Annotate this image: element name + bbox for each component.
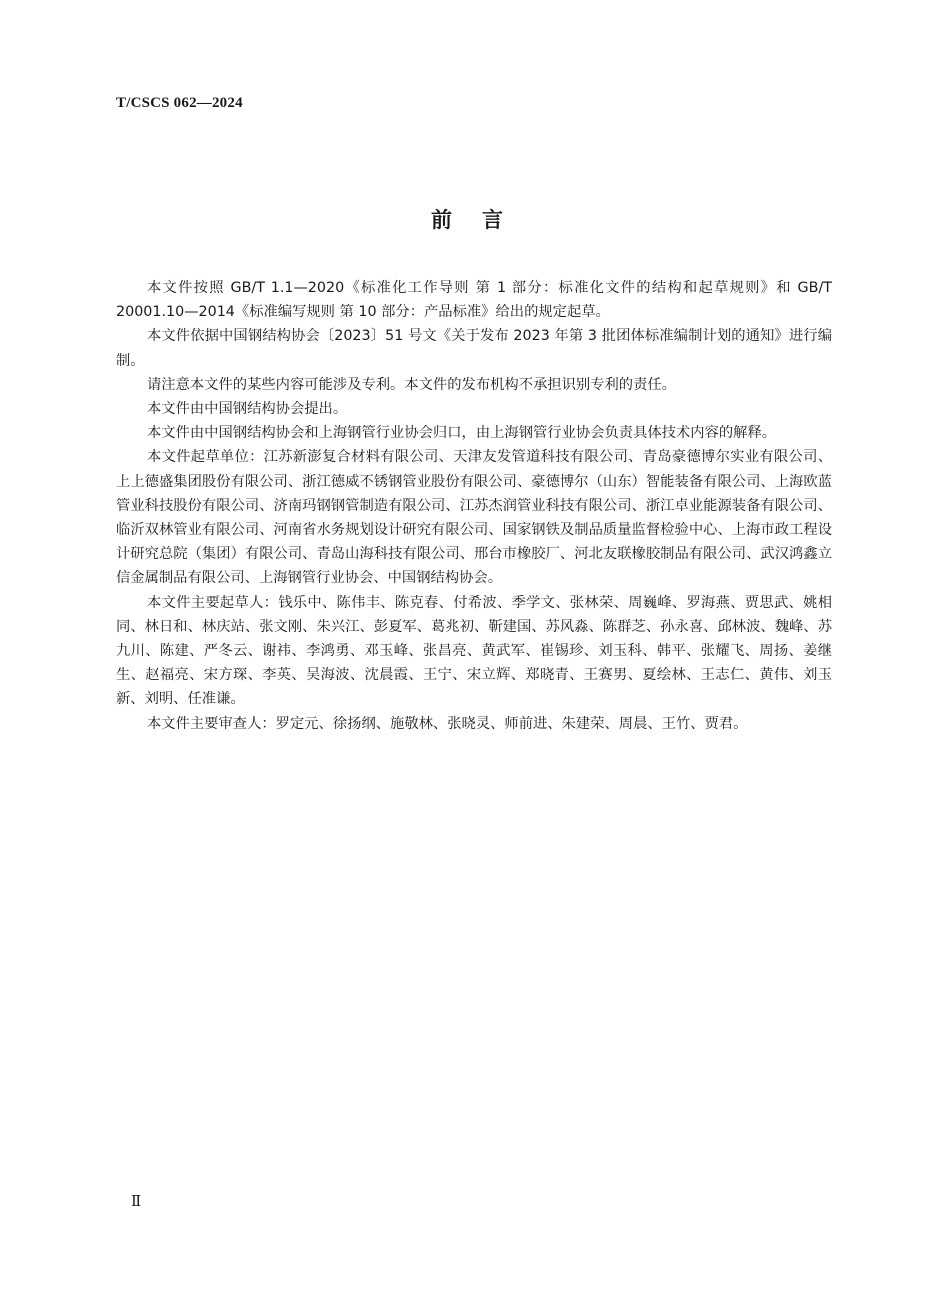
paragraph-reviewers: 本文件主要审查人：罗定元、徐扬纲、施敬林、张晓灵、师前进、朱建荣、周晨、王竹、贾君。 [147,715,748,732]
paragraph-drafting-rules: 本文件按照 GB/T 1.1—2020《标准化工作导则 第 1 部分：标准化文件的结构和起草规则》和 GB/T 20001.10—2014《标准编写规则 第 10 部分：产品标准》给出的规定起草。 [116,280,832,321]
page-title: 前言 [431,208,533,232]
standard-number: T/CSCS 062—2024 [116,95,243,111]
paragraph-patent-notice: 请注意本文件的某些内容可能涉及专利。本文件的发布机构不承担识别专利的责任。 [147,376,676,393]
paragraph-responsible: 本文件由中国钢结构协会和上海钢管行业协会归口，由上海钢管行业协会负责具体技术内容的解释。 [147,425,777,442]
foreword-body [116,276,832,736]
page-number: Ⅱ [131,1194,142,1210]
paragraph-proposer: 本文件由中国钢结构协会提出。 [147,401,348,418]
paragraph-drafters: 本文件主要起草人：钱乐中、陈伟丰、陈克春、付希波、季学文、张林荣、周巍峰、罗海燕、贾思武、姚相同、林日和、林庆站、张文刚、朱兴江、彭夏军、葛兆初、靳建国、苏风淼、陈群芝、孙永喜、邱林波、魏峰、苏九川、陈建、严冬云、谢祎、李鸿勇、邓玉峰、张昌亮、黄武军、崔锡珍、刘玉科、韩平、张耀飞、周扬、姜继生、赵福亮、宋方琛、李英、吴海波、沈晨霞、王宁、宋立辉、郑晓青、王赛男、夏绘林、王志仁、黄伟、刘玉新、刘明、任准谦。 [116,594,832,708]
paragraph-basis: 本文件依据中国钢结构协会〔2023〕51 号文《关于发布 2023 年第 3 批团体标准编制计划的通知》进行编制。 [116,328,832,369]
paragraph-drafting-units: 本文件起草单位：江苏新澎复合材料有限公司、天津友发管道科技有限公司、青岛豪德博尔实业有限公司、上上德盛集团股份有限公司、浙江德威不锈钢管业股份有限公司、豪德博尔（山东）智能装备有限公司、上海欧蓝管业科技股份有限公司、济南玛钢钢管制造有限公司、江苏杰润管业科技有限公司、浙江卓业能源装备有限公司、临沂双林管业有限公司、河南省水务规划设计研究有限公司、国家钢铁及制品质量监督检验中心、上海市政工程设计研究总院（集团）有限公司、青岛山海科技有限公司、邢台市橡胶厂、河北友联橡胶制品有限公司、武汉鸿鑫立信金属制品有限公司、上海钢管行业协会、中国钢结构协会。 [116,449,832,587]
